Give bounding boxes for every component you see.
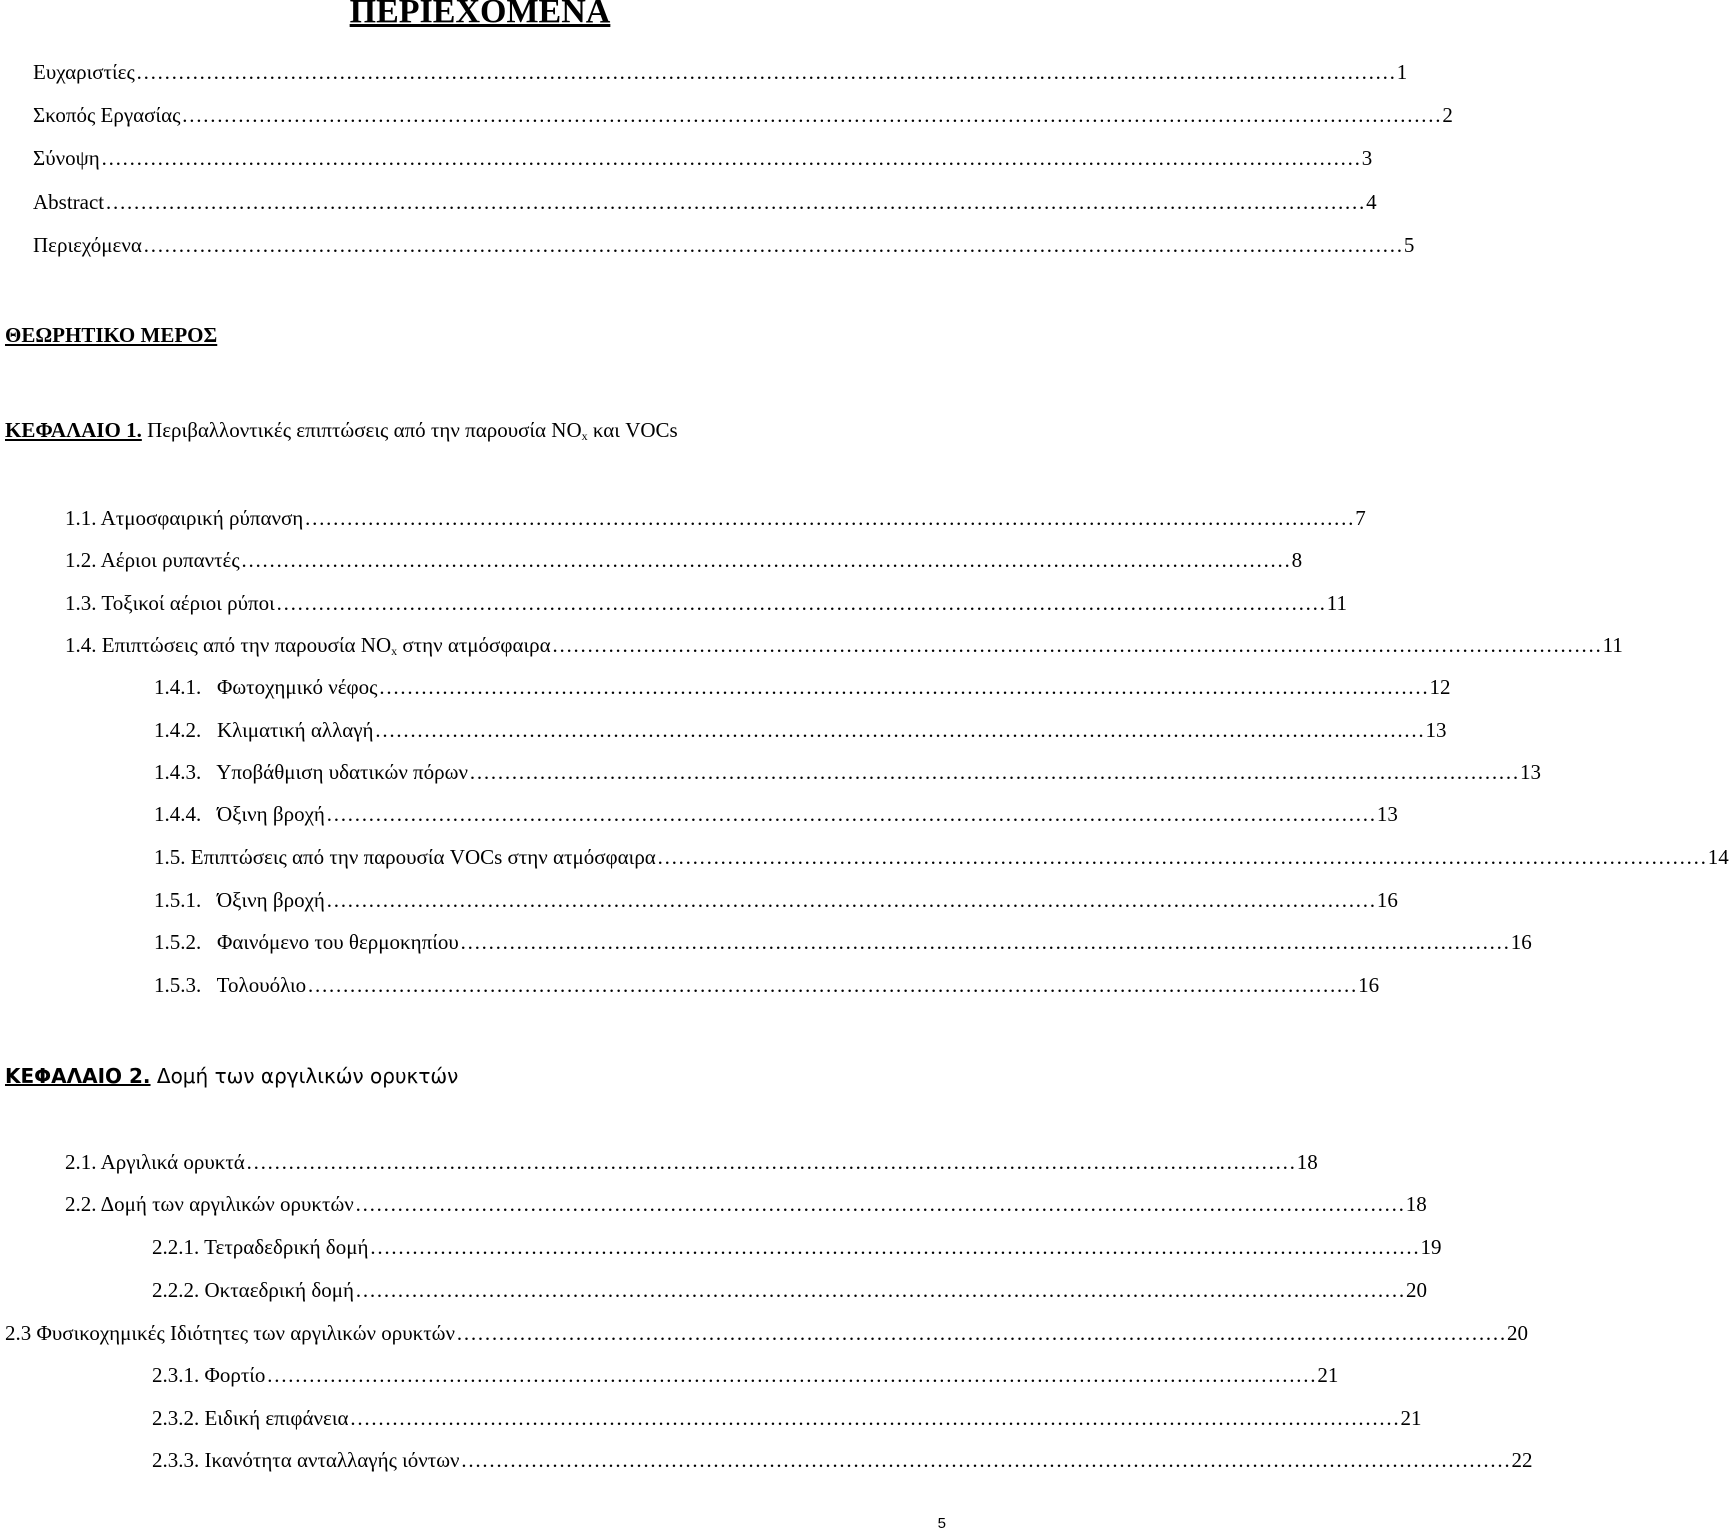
toc-page: 13	[1519, 760, 1541, 784]
toc-label: 1.5.3. Τολουόλιο	[154, 973, 307, 997]
toc-label: Σκοπός Εργασίας	[33, 103, 181, 127]
dot-leader: ……………………………………………………………………………………………………………………………………	[307, 973, 1358, 997]
toc-entry-1-3[interactable]	[65, 589, 1348, 617]
dot-leader: ……………………………………………………………………………………………………………………………………	[245, 1150, 1296, 1174]
toc-label: 2.2. Δομή των αργιλικών ορυκτών	[65, 1192, 354, 1216]
toc-label: 1.4.1. Φωτοχημικό νέφος	[154, 675, 378, 699]
toc-entry-1-5[interactable]	[154, 843, 1729, 871]
toc-page: 18	[1296, 1150, 1318, 1174]
toc-label: 1.4.4. Όξινη βροχή	[154, 802, 325, 826]
toc-page: 14	[1707, 845, 1729, 869]
toc-label: 1.4.3. Υποβάθμιση υδατικών πόρων	[154, 760, 468, 784]
toc-entry-purpose[interactable]	[33, 101, 1453, 129]
toc-entry-1-5-3[interactable]	[154, 971, 1380, 999]
dot-leader: ……………………………………………………………………………………………………………………………………	[354, 1192, 1405, 1216]
toc-label: Σύνοψη	[33, 146, 100, 170]
chapter-title-tail: και VOCs	[587, 418, 678, 442]
toc-label: 1.5. Επιπτώσεις από την παρουσία VOCs στην ατμόσφαιρα	[154, 845, 656, 869]
toc-page: 3	[1361, 146, 1373, 170]
toc-entry-2-3-2[interactable]	[152, 1404, 1422, 1432]
dot-leader: ……………………………………………………………………………………………………………………………………	[460, 1448, 1511, 1472]
dot-leader: ……………………………………………………………………………………………………………………………………	[369, 1235, 1420, 1259]
toc-page: 11	[1602, 633, 1623, 657]
toc-label: Περιεχόμενα	[33, 233, 142, 257]
toc-page: 16	[1358, 973, 1380, 997]
chapter-2-heading	[5, 1062, 458, 1090]
toc-page: 21	[1400, 1406, 1422, 1430]
toc-page: 1	[1396, 60, 1408, 84]
chapter-label: ΚΕΦΑΛΑΙΟ 1.	[5, 418, 142, 442]
toc-page: 20	[1506, 1321, 1528, 1345]
toc-label: 1.1. Ατμοσφαιρική ρύπανση	[65, 506, 304, 530]
dot-leader: ………………………………………………………………………………………………………………………………………………………………	[135, 60, 1396, 84]
toc-page: 2	[1442, 103, 1453, 127]
toc-entry-1-2[interactable]	[65, 546, 1303, 574]
toc-page: 20	[1405, 1278, 1427, 1302]
toc-entry-2-1[interactable]	[65, 1148, 1318, 1176]
toc-label: Ευχαριστίες	[33, 60, 135, 84]
toc-page: 16	[1510, 930, 1532, 954]
dot-leader: ………………………………………………………………………………………………………………………………………………………………	[142, 233, 1403, 257]
chapter-title: Δομή των αργιλικών ορυκτών	[150, 1064, 459, 1088]
dot-leader: ……………………………………………………………………………………………………………………………………	[349, 1406, 1400, 1430]
dot-leader: ……………………………………………………………………………………………………………………………………	[240, 548, 1291, 572]
dot-leader: ……………………………………………………………………………………………………………………………………	[374, 718, 1425, 742]
toc-entry-1-4-1[interactable]	[154, 673, 1451, 701]
part-heading: ΘΕΩΡΗΤΙΚΟ ΜΕΡΟΣ	[5, 323, 218, 347]
toc-entry-1-1[interactable]	[65, 504, 1366, 532]
toc-label: 2.3.3. Ικανότητα ανταλλαγής ιόντων	[152, 1448, 460, 1472]
dot-leader: ……………………………………………………………………………………………………………………………………	[656, 845, 1707, 869]
dot-leader: ……………………………………………………………………………………………………………………………………	[459, 930, 1510, 954]
toc-page: 13	[1425, 718, 1447, 742]
page-title: ΠΕΡΙΕΧΟΜΕΝΑ	[349, 0, 611, 30]
toc-label: 1.2. Αέριοι ρυπαντές	[65, 548, 240, 572]
dot-leader: ………………………………………………………………………………………………………………………………………………………………	[105, 190, 1366, 214]
toc-entry-1-4-3[interactable]	[154, 758, 1541, 786]
toc-entry-summary[interactable]	[33, 144, 1373, 172]
toc-entry-1-4[interactable]	[65, 631, 1623, 659]
toc-label: 2.3.2. Ειδική επιφάνεια	[152, 1406, 349, 1430]
toc-label: Abstract	[33, 190, 105, 214]
toc-label: 1.3. Τοξικοί αέριοι ρύποι	[65, 591, 275, 615]
toc-entry-2-3-3[interactable]	[152, 1446, 1533, 1474]
chapter-1-heading	[5, 416, 678, 444]
dot-leader: ……………………………………………………………………………………………………………………………………	[378, 675, 1429, 699]
toc-entry-1-4-4[interactable]	[154, 800, 1398, 828]
toc-page: 18	[1405, 1192, 1427, 1216]
dot-leader: ……………………………………………………………………………………………………………………………………	[275, 591, 1326, 615]
toc-label: 2.2.1. Τετραδεδρική δομή	[152, 1235, 369, 1259]
dot-leader: ……………………………………………………………………………………………………………………………………	[266, 1363, 1317, 1387]
dot-leader: ……………………………………………………………………………………………………………………………………	[304, 506, 1355, 530]
toc-entry-2-3-1[interactable]	[152, 1361, 1339, 1389]
dot-leader: ………………………………………………………………………………………………………………………………………………………………	[181, 103, 1442, 127]
toc-label: 1.4. Επιπτώσεις από την παρουσία $NO_x$ στην ατμόσφαιρα	[65, 633, 551, 658]
toc-page: 4	[1366, 190, 1377, 214]
toc-page: 22	[1511, 1448, 1533, 1472]
chapter-label: ΚΕΦΑΛΑΙΟ 2.	[5, 1064, 151, 1088]
toc-page: 11	[1326, 591, 1348, 615]
subscript: x	[581, 429, 588, 443]
toc-entry-abstract[interactable]	[33, 188, 1377, 216]
dot-leader: ……………………………………………………………………………………………………………………………………	[325, 802, 1376, 826]
toc-entry-2-2-2[interactable]	[152, 1276, 1427, 1304]
toc-page: 13	[1376, 802, 1398, 826]
toc-entry-2-2[interactable]	[65, 1190, 1427, 1218]
toc-page: 16	[1376, 888, 1398, 912]
toc-page: 21	[1317, 1363, 1339, 1387]
toc-label: 1.5.1. Όξινη βροχή	[154, 888, 325, 912]
toc-label: 2.3.1. Φορτίο	[152, 1363, 266, 1387]
dot-leader: ……………………………………………………………………………………………………………………………………	[551, 633, 1602, 657]
toc-entry-2-3[interactable]	[5, 1319, 1528, 1347]
toc-page: 7	[1355, 506, 1366, 530]
toc-entry-2-2-1[interactable]	[152, 1233, 1442, 1261]
toc-label: 2.3 Φυσικοχημικές Ιδιότητες των αργιλικών ορυκτών	[5, 1321, 455, 1345]
dot-leader: ……………………………………………………………………………………………………………………………………	[468, 760, 1519, 784]
toc-label: 2.1. Αργιλικά ορυκτά	[65, 1150, 245, 1174]
dot-leader: ……………………………………………………………………………………………………………………………………	[455, 1321, 1506, 1345]
dot-leader: ……………………………………………………………………………………………………………………………………	[354, 1278, 1405, 1302]
toc-entry-1-5-2[interactable]	[154, 928, 1532, 956]
dot-leader: ………………………………………………………………………………………………………………………………………………………………	[100, 146, 1361, 170]
dot-leader: ……………………………………………………………………………………………………………………………………	[325, 888, 1376, 912]
toc-label: 1.4.2. Κλιματική αλλαγή	[154, 718, 374, 742]
page-number: 5	[937, 1515, 946, 1532]
toc-entry-contents[interactable]	[33, 231, 1415, 259]
toc-label: 2.2.2. Οκταεδρική δομή	[152, 1278, 354, 1302]
toc-label: 1.5.2. Φαινόμενο του θερμοκηπίου	[154, 930, 459, 954]
toc-page: 8	[1291, 548, 1303, 572]
toc-entry-1-4-2[interactable]	[154, 716, 1447, 744]
chapter-title: Περιβαλλοντικές επιπτώσεις από την παρουσία NO	[141, 418, 582, 442]
toc-page: 5	[1403, 233, 1415, 257]
toc-page: 19	[1420, 1235, 1442, 1259]
toc-page: 12	[1429, 675, 1451, 699]
toc-entry-1-5-1[interactable]	[154, 886, 1398, 914]
toc-entry-acknowledgements[interactable]	[33, 58, 1408, 86]
